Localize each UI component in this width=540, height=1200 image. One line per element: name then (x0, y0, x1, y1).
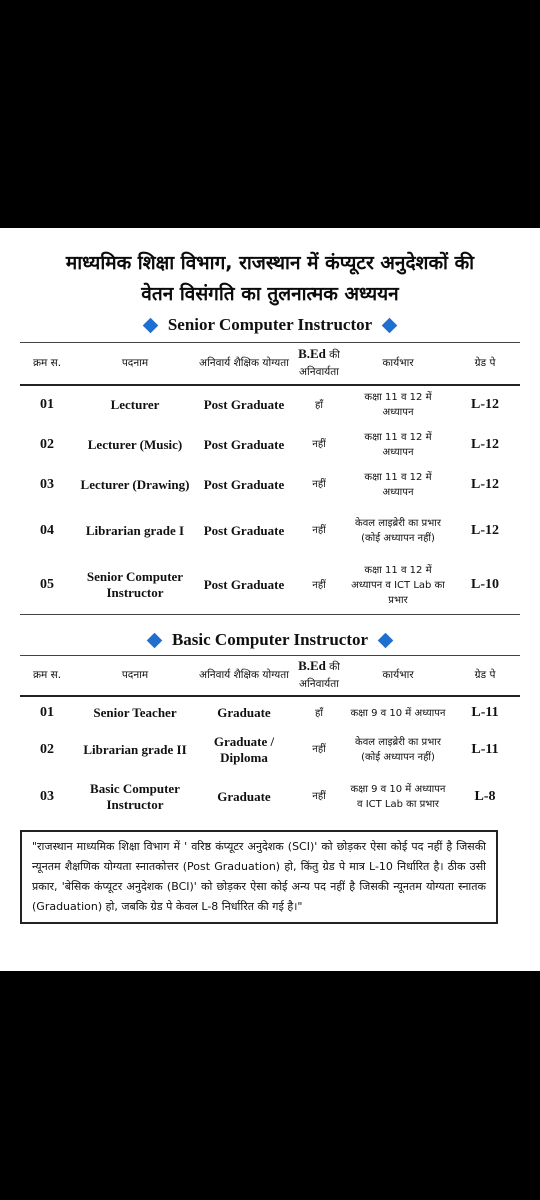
document-title (0, 248, 540, 310)
note-box: "राजस्थान माध्यमिक शिक्षा विभाग में ' वरिष्ठ कंप्यूटर अनुदेशक (SCI)' को छोड़कर ऐसा कोई पद नहीं है जिसकी न्यूनतम शैक्षणिक योग्यता स्नातकोत्तर (Post Graduation) हो, किंतु ग्रेड पे मात्र L-10 निर्धारित है। ठीक उसी प्रकार, 'बेसिक कंप्यूटर अनुदेशक (BCI)' को छोड़कर ऐसा कोई अन्य पद नहीं है जिसकी न्यूनतम योग्यता स्नातक (Graduation) हो, जबकि ग्रेड पे केवल L-8 निर्धारित की गई है।" (20, 830, 498, 924)
table-row (20, 465, 520, 505)
header-bed: B.Ed की अनिवार्यता (292, 656, 346, 696)
diamond-bullet-icon (378, 632, 394, 648)
section-heading-senior (0, 312, 540, 338)
cell-post: Basic Computer Instructor (90, 780, 180, 812)
table-row (20, 557, 520, 615)
header-post: पदनाम (74, 343, 196, 385)
senior-comparison-table (20, 342, 520, 615)
cell-serial: 05 (40, 577, 54, 593)
header-bed: B.Ed की अनिवार्यता (292, 343, 346, 385)
cell-qualification: Post Graduate (203, 522, 285, 538)
cell-qualification: Graduate (217, 705, 271, 720)
header-serial: क्रम स. (20, 656, 74, 696)
section-heading-basic (0, 627, 540, 653)
table-row (20, 696, 520, 730)
cell-bed: हाँ (315, 399, 323, 411)
basic-comparison-table (20, 655, 520, 824)
section-heading-text: Senior Computer Instructor (167, 315, 373, 334)
cell-bed: नहीं (312, 791, 326, 802)
header-qualification: अनिवार्य शैक्षिक योग्यता (196, 656, 292, 696)
cell-grade: L-11 (471, 741, 499, 757)
table-row (20, 770, 520, 824)
cell-post: Lecturer (110, 397, 160, 412)
cell-workload: कक्षा 11 व 12 में अध्यापन (364, 471, 432, 498)
table-row (20, 385, 520, 425)
cell-grade: L-12 (471, 522, 499, 538)
cell-qualification: Post Graduate (203, 577, 285, 593)
header-workload: कार्यभार (346, 656, 450, 696)
cell-workload: कक्षा 11 व 12 में अध्यापन (364, 392, 432, 418)
table-row (20, 505, 520, 557)
cell-post: Librarian grade I (85, 522, 185, 538)
cell-serial: 02 (40, 436, 54, 452)
bottom-black-bar (0, 971, 540, 1200)
cell-grade: L-10 (471, 577, 499, 593)
cell-grade: L-12 (471, 397, 499, 412)
document-image (0, 228, 540, 971)
title-line-2: वेतन विसंगति का तुलनात्मक अध्ययन (141, 283, 399, 305)
table-row (20, 425, 520, 465)
diamond-bullet-icon (143, 317, 159, 333)
header-qualification: अनिवार्य शैक्षिक योग्यता (196, 343, 292, 385)
cell-grade: L-8 (474, 788, 496, 804)
cell-bed: नहीं (312, 525, 326, 536)
header-grade: ग्रेड पे (450, 343, 520, 385)
cell-qualification: Post Graduate (203, 436, 285, 452)
cell-workload: कक्षा 9 व 10 में अध्यापन व ICT Lab का प्रभार (350, 783, 446, 810)
cell-bed: हाँ (315, 707, 323, 719)
header-serial: क्रम स. (20, 343, 74, 385)
cell-post: Lecturer (Music) (87, 436, 183, 452)
cell-grade: L-12 (471, 436, 499, 452)
cell-workload: केवल लाइब्रेरी का प्रभार (कोई अध्यापन नहीं) (355, 736, 441, 763)
cell-serial: 03 (40, 788, 54, 804)
section-heading-text: Basic Computer Instructor (171, 630, 369, 649)
cell-post: Senior Teacher (93, 705, 177, 720)
cell-serial: 02 (40, 741, 54, 757)
top-black-bar (0, 0, 540, 228)
cell-post: Lecturer (Drawing) (80, 476, 190, 492)
cell-post: Senior Computer Instructor (86, 569, 184, 601)
diamond-bullet-icon (382, 317, 398, 333)
cell-workload: केवल लाइब्रेरी का प्रभार (कोई अध्यापन नहीं) (355, 517, 441, 544)
cell-qualification: Post Graduate (203, 476, 285, 492)
cell-workload: कक्षा 11 व 12 में अध्यापन (364, 431, 432, 458)
cell-bed: नहीं (312, 744, 326, 755)
header-post: पदनाम (74, 656, 196, 696)
cell-serial: 04 (40, 522, 54, 538)
header-workload: कार्यभार (346, 343, 450, 385)
cell-bed: नहीं (312, 479, 326, 490)
table-row (20, 730, 520, 770)
cell-serial: 01 (40, 705, 54, 720)
cell-qualification: Graduate (217, 788, 271, 804)
cell-qualification: Graduate / Diploma (213, 733, 275, 765)
cell-grade: L-12 (471, 476, 499, 492)
cell-workload: कक्षा 11 व 12 में अध्यापन व ICT Lab का प्रभार (351, 564, 445, 606)
cell-workload: कक्षा 9 व 10 में अध्यापन (350, 707, 446, 719)
cell-grade: L-11 (471, 705, 499, 720)
diamond-bullet-icon (147, 632, 163, 648)
header-grade: ग्रेड पे (450, 656, 520, 696)
title-line-1: माध्यमिक शिक्षा विभाग, राजस्थान में कंप्यूटर अनुदेशकों की (65, 252, 475, 274)
cell-bed: नहीं (312, 439, 326, 450)
cell-serial: 01 (40, 397, 54, 412)
cell-bed: नहीं (312, 579, 326, 591)
cell-post: Librarian grade II (83, 741, 187, 757)
cell-serial: 03 (40, 476, 54, 492)
cell-qualification: Post Graduate (203, 397, 285, 412)
